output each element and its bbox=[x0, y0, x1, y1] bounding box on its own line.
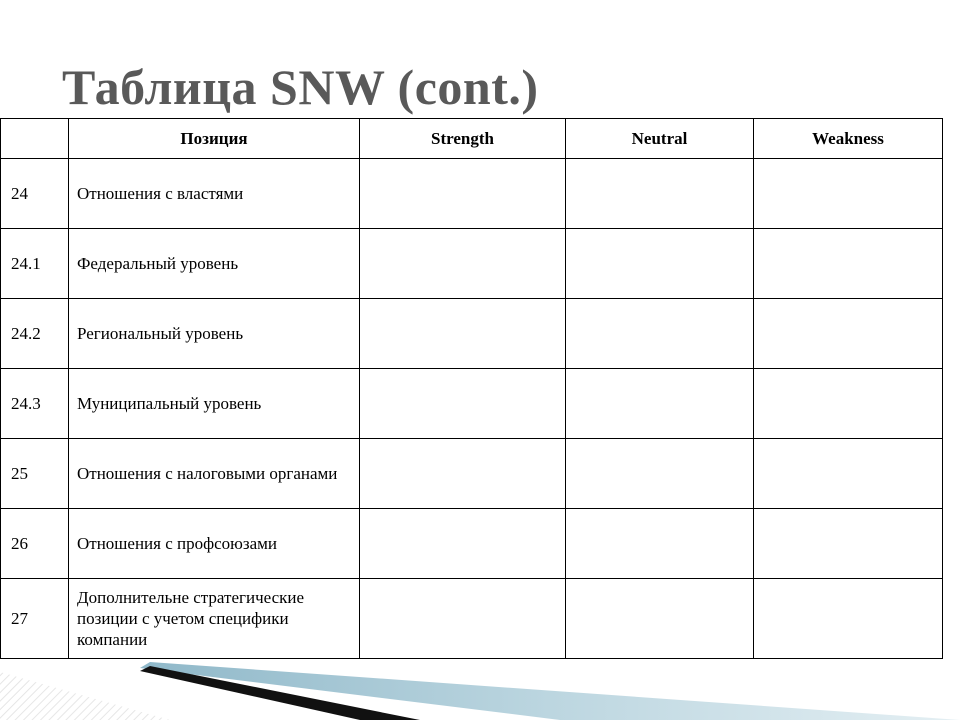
row-number: 24.3 bbox=[1, 369, 69, 439]
table-row bbox=[1, 229, 943, 299]
decorative-pattern-wedge bbox=[0, 672, 170, 720]
snw-table bbox=[0, 118, 943, 659]
strength-cell bbox=[360, 229, 566, 299]
row-number: 25 bbox=[1, 439, 69, 509]
neutral-cell bbox=[566, 159, 754, 229]
row-position: Отношения с профсоюзами bbox=[69, 509, 360, 579]
row-number: 24.1 bbox=[1, 229, 69, 299]
row-number: 26 bbox=[1, 509, 69, 579]
weakness-cell bbox=[754, 299, 943, 369]
table-row bbox=[1, 159, 943, 229]
table-row bbox=[1, 509, 943, 579]
weakness-cell bbox=[754, 509, 943, 579]
row-number: 24 bbox=[1, 159, 69, 229]
neutral-cell bbox=[566, 229, 754, 299]
strength-cell bbox=[360, 579, 566, 659]
header-strength: Strength bbox=[360, 119, 566, 159]
strength-cell bbox=[360, 439, 566, 509]
neutral-cell bbox=[566, 509, 754, 579]
row-position: Дополнительне стратегические позиции с учетом специфики компании bbox=[69, 579, 360, 659]
row-number: 27 bbox=[1, 579, 69, 659]
neutral-cell bbox=[566, 299, 754, 369]
weakness-cell bbox=[754, 229, 943, 299]
weakness-cell bbox=[754, 439, 943, 509]
row-position: Региональный уровень bbox=[69, 299, 360, 369]
strength-cell bbox=[360, 369, 566, 439]
decorative-light-stripe bbox=[140, 662, 960, 720]
neutral-cell bbox=[566, 439, 754, 509]
weakness-cell bbox=[754, 579, 943, 659]
neutral-cell bbox=[566, 369, 754, 439]
slide-title: Таблица SNW (cont.) bbox=[62, 59, 539, 115]
decorative-bottom-band bbox=[0, 658, 960, 720]
header-neutral: Neutral bbox=[566, 119, 754, 159]
decorative-dark-stripe bbox=[140, 666, 420, 720]
row-position: Федеральный уровень bbox=[69, 229, 360, 299]
row-position: Отношения с властями bbox=[69, 159, 360, 229]
table-row bbox=[1, 439, 943, 509]
row-number: 24.2 bbox=[1, 299, 69, 369]
weakness-cell bbox=[754, 369, 943, 439]
header-number bbox=[1, 119, 69, 159]
weakness-cell bbox=[754, 159, 943, 229]
strength-cell bbox=[360, 299, 566, 369]
table-row bbox=[1, 299, 943, 369]
table-header-row bbox=[1, 119, 943, 159]
table-row bbox=[1, 369, 943, 439]
header-position: Позиция bbox=[69, 119, 360, 159]
strength-cell bbox=[360, 509, 566, 579]
row-position: Муниципальный уровень bbox=[69, 369, 360, 439]
header-weakness: Weakness bbox=[754, 119, 943, 159]
table-row bbox=[1, 579, 943, 659]
strength-cell bbox=[360, 159, 566, 229]
neutral-cell bbox=[566, 579, 754, 659]
row-position: Отношения с налоговыми органами bbox=[69, 439, 360, 509]
